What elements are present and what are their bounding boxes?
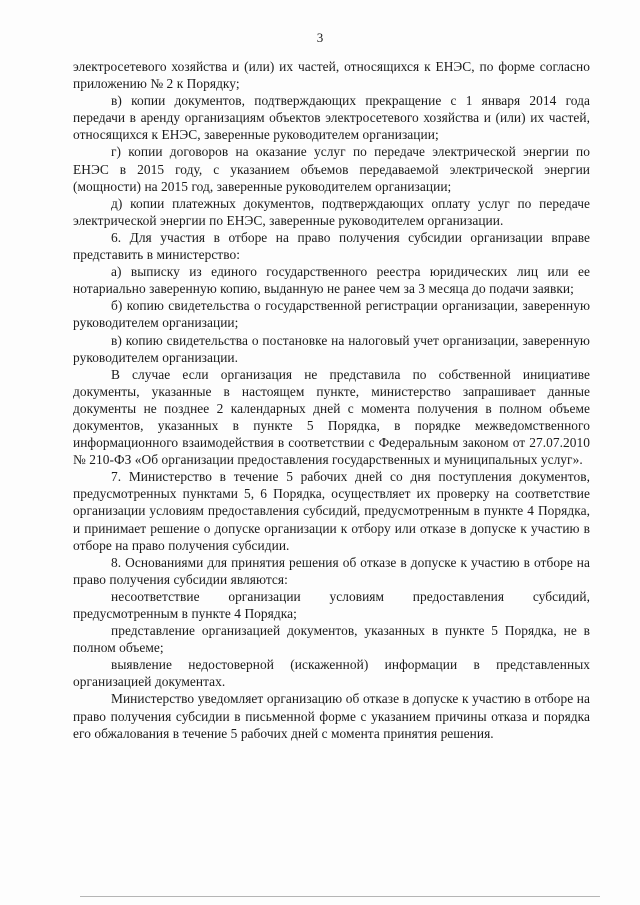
paragraph: в) копию свидетельства о постановке на налоговый учет организации, заверенную руководителем организации. [73,332,590,365]
paragraph: представление организацией документов, указанных в пункте 5 Порядка, не в полном объеме; [73,623,590,656]
page-bottom-rule [80,896,600,897]
paragraph: в) копии документов, подтверждающих прекращение с 1 января 2014 года передачи в аренду организациям объектов электросетевого хозяйства и (или) их частей, относящихся к ЕНЭС, заверенные руководителем организации; [73,93,590,143]
paragraph: электросетевого хозяйства и (или) их частей, относящихся к ЕНЭС, по форме согласно приложению № 2 к Порядку; [73,59,590,92]
paragraph: г) копии договоров на оказание услуг по передаче электрической энергии по ЕНЭС в 2015 году, с указанием объемов передаваемой электрической энергии (мощности) на 2015 год, заверенные руководителем организации; [73,144,590,194]
page-number: 3 [316,30,324,45]
document-body [73,58,590,742]
paragraph: 8. Основаниями для принятия решения об отказе в допуске к участию в отборе на право получения субсидии являются: [73,554,590,587]
paragraph: 6. Для участия в отборе на право получения субсидии организации вправе представить в министерство: [73,229,590,263]
paragraph: а) выписку из единого государственного реестра юридических лиц или ее нотариально заверенную копию, выданную не ранее чем за 3 месяца до подачи заявки; [73,264,590,297]
paragraph: В случае если организация не представила по собственной инициативе документы, указанные в настоящем пункте, министерство запрашивает данные документы не позднее 2 календарных дней с момента получения в полном объеме документов, указанных в пункте 5 Порядка, в порядке межведомственного информационного взаимодействия в соответствии с Федеральным законом от 27.07.2010 № 210-ФЗ «Об организации предоставления государственных и муниципальных услуг». [73,366,590,468]
paragraph: б) копию свидетельства о государственной регистрации организации, заверенную руководителем организации; [73,298,590,331]
paragraph: 7. Министерство в течение 5 рабочих дней со дня поступления документов, предусмотренных пунктами 5, 6 Порядка, осуществляет их проверку на соответствие организации условиям предоставления субсидий, предусмотренным в пункте 4 Порядка, и принимает решение о допуске организации к отбору или отказе в допуске к участию в отборе на право получения субсидии. [73,469,590,553]
paragraph: д) копии платежных документов, подтверждающих оплату услуг по передаче электрической энергии по ЕНЭС, заверенные руководителем организации. [73,195,590,228]
paragraph: несоответствие организации условиям предоставления субсидий, предусмотренным в пункте 4 Порядка; [73,588,590,621]
paragraph: выявление недостоверной (искаженной) информации в представленных организацией документах. [73,657,590,690]
paragraph: Министерство уведомляет организацию об отказе в допуске к участию в отборе на право получения субсидии в письменной форме с указанием причины отказа и порядка его обжалования в течение 5 рабочих дней с момента принятия решения. [73,691,590,741]
